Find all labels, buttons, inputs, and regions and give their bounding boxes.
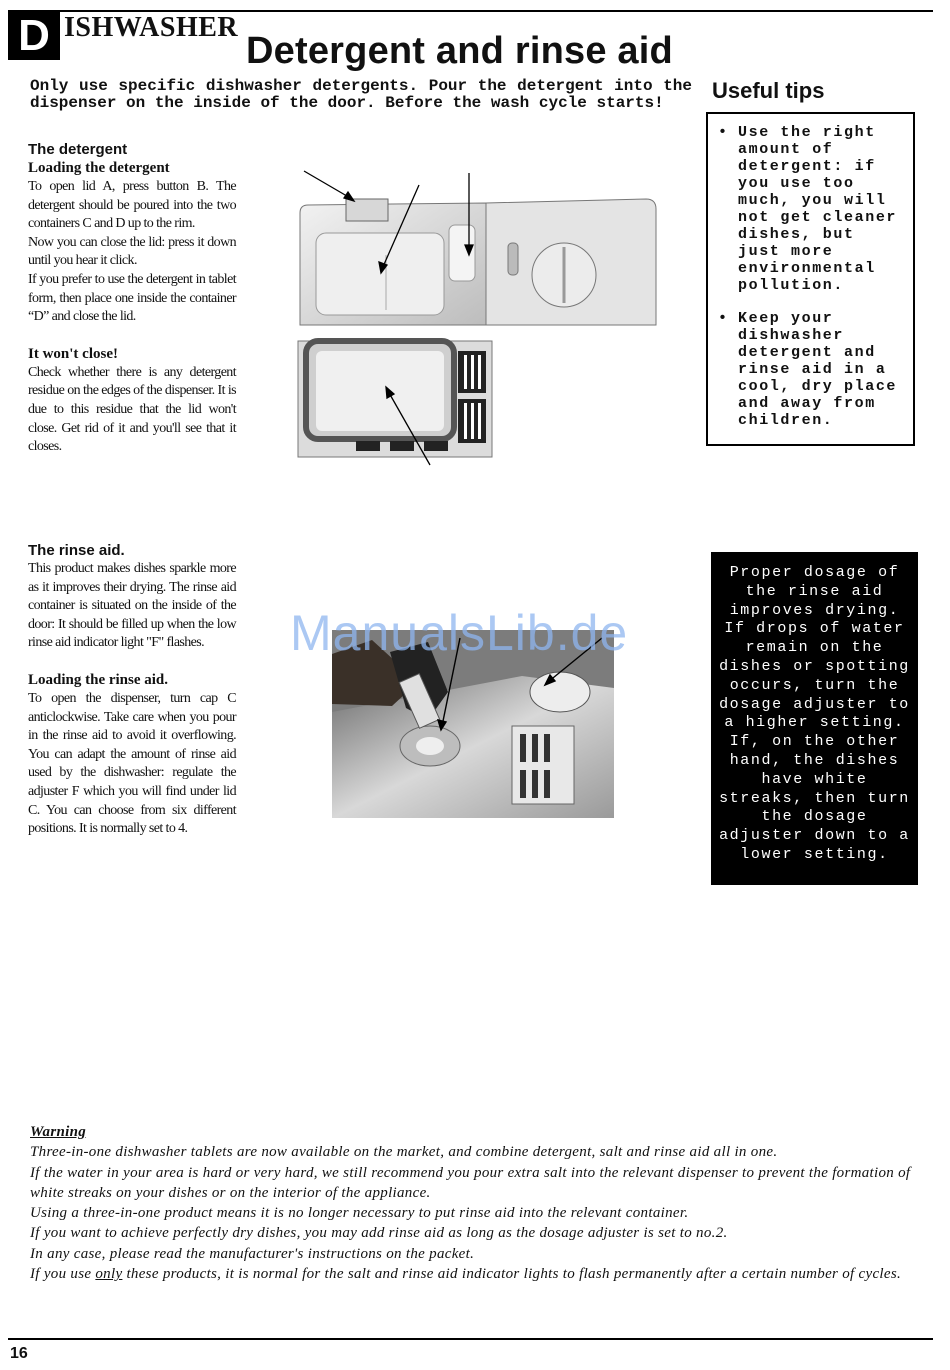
section-name: ISHWASHER	[64, 12, 239, 43]
warning-text: these products, it is normal for the salt and rinse aid indicator lights to flash permanently after a certain number of cycles.	[122, 1266, 902, 1283]
warning-heading: Warning	[30, 1124, 87, 1140]
detergent-paragraph: If you prefer to use the detergent in tablet form, then place one inside the container “D” and close the lid.	[28, 271, 236, 325]
rinse-aid-paragraph: To open the dispenser, turn cap C anticlockwise. Take care when you pour in the rinse aid to avoid it overflowing. You can adapt the amount of rinse aid used by the dishwasher: regulate the adjuster F which you will find under lid C. You can choose from six different positions. It is normally set to 4.	[28, 690, 236, 837]
rinse-aid-heading: The rinse aid.	[28, 542, 125, 559]
warning-section	[30, 1122, 915, 1284]
bottom-rule	[8, 1338, 933, 1340]
tip-item	[718, 124, 907, 294]
useful-tips-box	[706, 112, 915, 446]
page-title: Detergent and rinse aid	[246, 30, 673, 72]
detergent-paragraph: To open lid A, press button B. The detergent should be poured into the two containers C and D up to the rim.	[28, 179, 236, 232]
detergent-paragraph: Now you can close the lid: press it down until you hear it click.	[28, 234, 236, 269]
useful-tips-heading: Useful tips	[712, 78, 825, 103]
warning-line: Using a three-in-one product means it is no longer necessary to put rinse aid into the relevant container.	[30, 1205, 689, 1222]
rinse-aid-paragraph: This product makes dishes sparkle more as it improves their drying. The rinse aid container is situated on the inside of the door: It should be filled up when the low rinse aid indicator light "F" flashes.	[28, 561, 236, 651]
watermark: ManualsLib.de	[290, 605, 629, 661]
tip-item	[718, 310, 907, 429]
warning-line: If you want to achieve perfectly dry dishes, you may add rinse aid as long as the dosage adjuster is set to no.2.	[30, 1225, 728, 1242]
detergent-section	[28, 140, 236, 457]
bullet-icon: •	[718, 310, 729, 327]
detergent-heading: The detergent	[28, 141, 128, 158]
warning-line	[30, 1264, 915, 1284]
detergent-paragraph: Check whether there is any detergent residue on the edges of the dispenser. It is due to this residue that the lid won't close. Get rid of it and you'll see that it closes.	[28, 364, 236, 455]
loading-detergent-subheading: Loading the detergent	[28, 160, 170, 176]
page-number: 16	[10, 1345, 28, 1362]
tip-text: Keep your dishwasher detergent and rinse aid in a cool, dry place and away from children.	[738, 310, 898, 429]
rinse-aid-section	[28, 541, 236, 839]
warning-text: If you use	[30, 1266, 96, 1283]
warning-line: Three-in-one dishwasher tablets are now available on the market, and combine detergent, salt and rinse aid all in one.	[30, 1144, 778, 1161]
loading-rinse-aid-subheading: Loading the rinse aid.	[28, 671, 169, 688]
tip-text: Use the right amount of detergent: if you use too much, you will not get cleaner dishes, but just more environmental pollution.	[738, 124, 898, 294]
dosage-tip-box: Proper dosage of the rinse aid improves drying. If drops of water remain on the dishes or spotting occurs, turn the dosage adjuster to a higher setting. If, on the other hand, the dishes have white streaks, then turn the dosage adjuster down to a lower setting.	[711, 552, 918, 885]
detergent-dispenser-illustration	[286, 165, 666, 475]
warning-line: In any case, please read the manufacturer's instructions on the packet.	[30, 1245, 475, 1262]
section-initial-badge: D	[8, 12, 60, 60]
warning-line: If the water in your area is hard or very hard, we still recommend you pour extra salt into the relevant dispenser to prevent the formation of white streaks on your dishes or on the interior of the appliance.	[30, 1164, 911, 1201]
bullet-icon: •	[718, 124, 729, 141]
intro-paragraph: Only use specific dishwasher detergents. Pour the detergent into the dispenser on the inside of the door. Before the wash cycle starts!	[30, 77, 692, 112]
wont-close-subheading: It won't close!	[28, 345, 118, 362]
warning-emphasis: only	[95, 1266, 123, 1283]
